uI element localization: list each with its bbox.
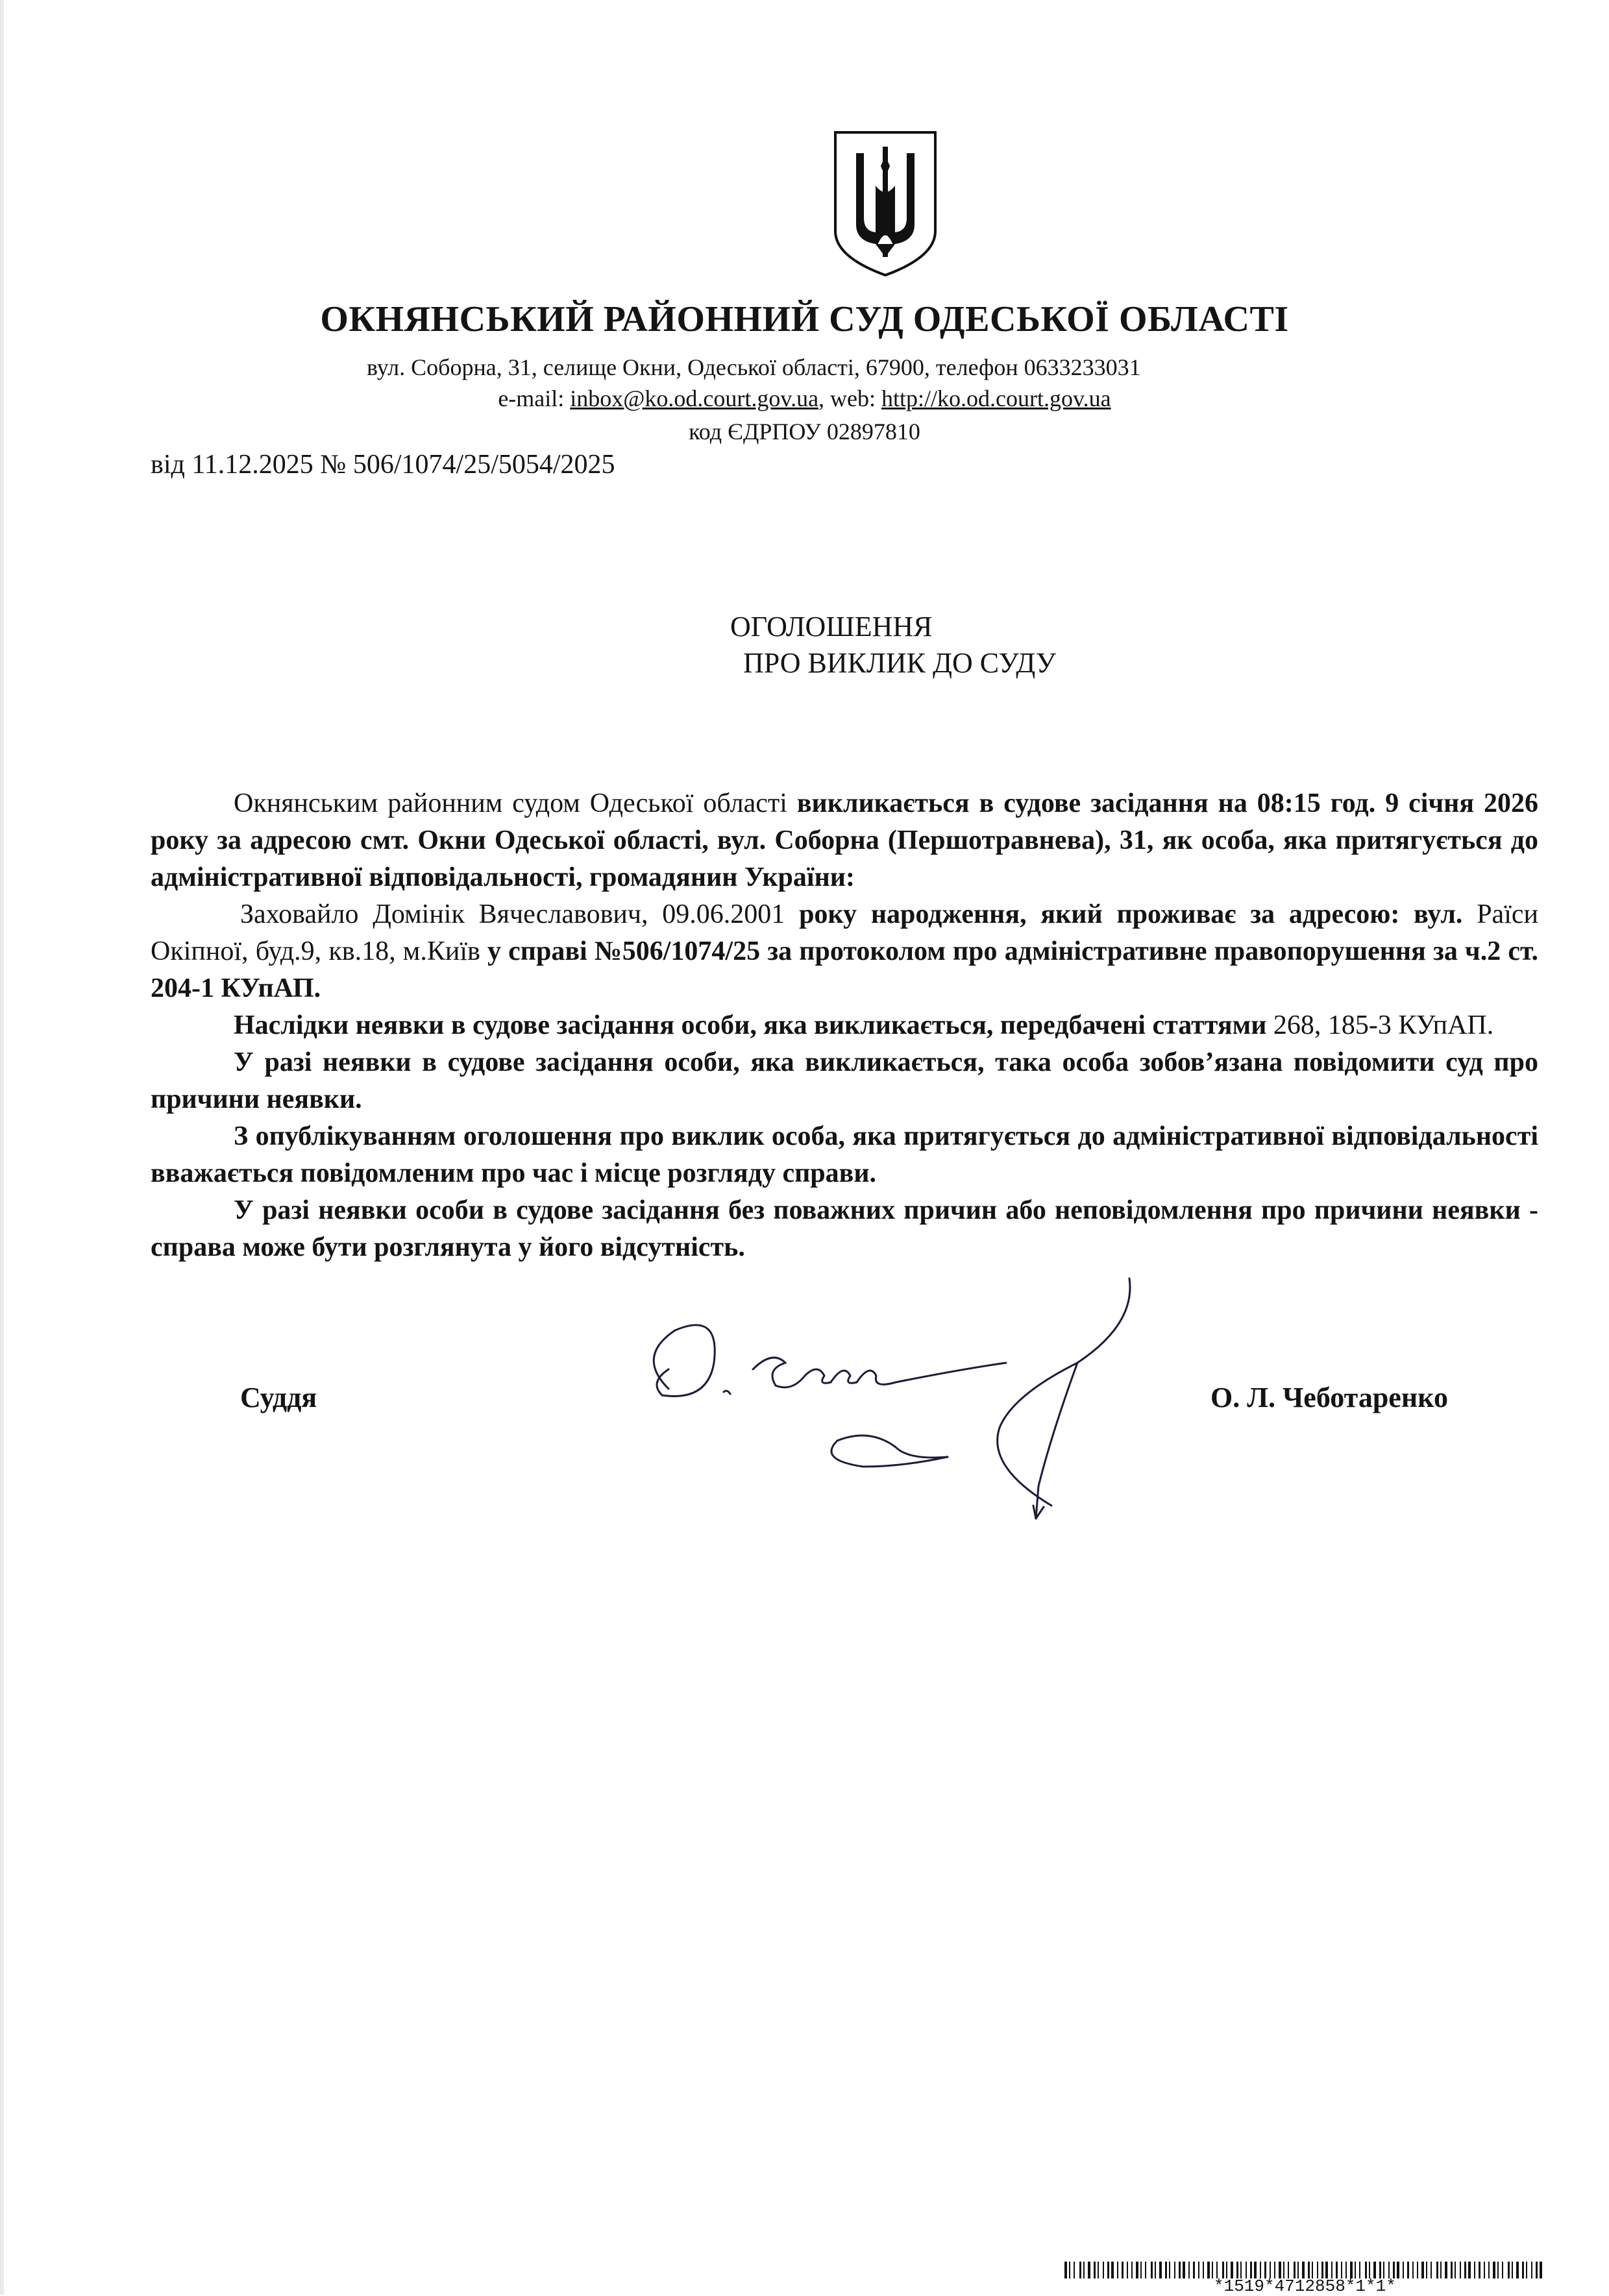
barcode-bar xyxy=(1502,2262,1503,2278)
barcode-bar xyxy=(1151,2262,1153,2278)
paragraph-notify: У разі неявки в судове засідання особи, яка викликається, така особа зобов’язана повідомити суд про причини неявки. xyxy=(151,1047,1538,1114)
barcode-bar xyxy=(1397,2262,1399,2278)
signature-role: Суддя xyxy=(240,1382,317,1413)
barcode-bar xyxy=(1421,2262,1424,2278)
barcode-bar xyxy=(1183,2262,1185,2278)
edrpou-code: код ЄДРПОУ 02897810 xyxy=(689,419,920,445)
paragraph-summons: Окнянським районним судом Одеської області викликається в судове засідання на 08:15 год. 9 січня 2026 року за адресою смт. Окни Одеської області, вул. Соборна (Першотравнева), 31, як особа, яка притягується до адміністративної відповідальності, громадянин України: xyxy=(151,788,1539,892)
barcode-bar xyxy=(1159,2262,1162,2278)
barcode-bar xyxy=(1403,2262,1404,2278)
barcode-bar xyxy=(1440,2262,1442,2278)
barcode-bar xyxy=(1212,2262,1213,2278)
barcode-bar xyxy=(1508,2262,1510,2278)
barcode-bar xyxy=(1455,2262,1456,2278)
barcode-bar xyxy=(1426,2262,1427,2278)
barcode-bar xyxy=(1193,2262,1195,2278)
barcode-bar xyxy=(1079,2262,1081,2278)
paragraph-person: Заховайло Домінік Вячеславович, 09.06.2001 року народження, який проживає за адресою: вул. Раїси Окіпної, буд.9, кв.18, м.Київ у справі №506/1074/25 за протоколом про адміністративне правопорушення за ч.2 ст. 204-1 КУпАП. xyxy=(151,899,1539,1003)
barcode-bar xyxy=(1474,2262,1475,2278)
barcode-bar xyxy=(1451,2262,1453,2278)
web-label: , web: xyxy=(818,385,882,411)
barcode-bar xyxy=(1484,2262,1485,2278)
handwritten-signature xyxy=(623,1272,1155,1551)
barcode-bar xyxy=(1094,2262,1096,2278)
barcode-bar xyxy=(1536,2262,1538,2278)
announcement-subtitle: ПРО ВИКЛИК ДО СУДУ xyxy=(743,647,1056,679)
barcode-bar xyxy=(1479,2262,1480,2278)
scan-edge xyxy=(0,0,4,2295)
court-address: вул. Соборна, 31, селище Окни, Одеської області, 67900, телефон 0633233031 xyxy=(367,354,1141,380)
barcode-bar xyxy=(1531,2262,1532,2278)
barcode-bar xyxy=(1064,2262,1067,2278)
signature-name: О. Л. Чеботаренко xyxy=(1210,1382,1448,1413)
barcode-bar xyxy=(1169,2262,1170,2278)
barcode-bar xyxy=(1468,2262,1471,2278)
barcode-bar xyxy=(1074,2262,1075,2278)
barcode-bar xyxy=(1111,2262,1114,2278)
barcode-bar xyxy=(1488,2262,1490,2278)
barcode-bar xyxy=(1098,2262,1099,2278)
barcode-bar xyxy=(1407,2262,1409,2278)
barcode-bar xyxy=(1493,2262,1495,2278)
barcode-bar xyxy=(1088,2262,1090,2278)
barcode-bar xyxy=(1188,2262,1190,2278)
barcode-bar xyxy=(1540,2262,1542,2278)
barcode-bar xyxy=(1436,2262,1438,2278)
trident-emblem-icon xyxy=(830,127,940,280)
web-link[interactable]: http://ko.od.court.gov.ua xyxy=(881,385,1111,411)
barcode-bar xyxy=(1127,2262,1128,2278)
paragraph-publication: З опублікуванням оголошення про виклик особа, яка притягується до адміністративної відповідальності вважається повідомленим про час і місце розгляду справи. xyxy=(151,1121,1538,1188)
barcode-bar xyxy=(1145,2262,1146,2278)
barcode-bar xyxy=(1526,2262,1527,2278)
barcode-bar xyxy=(1412,2262,1414,2278)
barcode-bar xyxy=(1103,2262,1104,2278)
barcode-bar xyxy=(1203,2262,1204,2278)
barcode-bar xyxy=(1131,2262,1133,2278)
barcode-bar xyxy=(1083,2262,1085,2278)
barcode-bar xyxy=(1497,2262,1499,2278)
barcode-bar xyxy=(1165,2262,1167,2278)
document-reference: від 11.12.2025 № 506/1074/25/5054/2025 xyxy=(151,450,615,480)
barcode-bar xyxy=(1464,2262,1466,2278)
barcode-bar xyxy=(1136,2262,1138,2278)
paragraph-consequences: Наслідки неявки в судове засідання особи, яка викликається, передбачені статтями 268, 185-3 КУпАП. xyxy=(234,1010,1494,1040)
paragraph-absence: У разі неявки особи в судове засідання без поважних причин або неповідомлення про причини неявки - справа може бути розглянута у його відсутність. xyxy=(151,1195,1538,1262)
email-link[interactable]: inbox@ko.od.court.gov.ua xyxy=(570,385,819,411)
court-name: ОКНЯНСЬКИЙ РАЙОННИЙ СУД ОДЕСЬКОЇ ОБЛАСТІ xyxy=(320,299,1289,339)
barcode-bar xyxy=(1431,2262,1432,2278)
court-contacts xyxy=(0,385,1609,412)
email-label: e-mail: xyxy=(498,385,571,411)
barcode-bar xyxy=(1122,2262,1124,2278)
barcode-bar xyxy=(1516,2262,1519,2278)
barcode-bar xyxy=(1174,2262,1175,2278)
barcode-bar xyxy=(1207,2262,1210,2278)
barcode-bar xyxy=(1117,2262,1118,2278)
barcode-number: *1519*4712858*1*1* xyxy=(1214,2277,1396,2296)
barcode-bar xyxy=(1445,2262,1447,2278)
barcode-bar xyxy=(1069,2262,1070,2278)
barcode-bar xyxy=(1512,2262,1513,2278)
barcode-bar xyxy=(1107,2262,1109,2278)
barcode-bar xyxy=(1198,2262,1199,2278)
announcement-title: ОГОЛОШЕННЯ xyxy=(730,611,933,642)
barcode-bar xyxy=(1155,2262,1156,2278)
barcode-bar xyxy=(1522,2262,1524,2278)
barcode-bar xyxy=(1179,2262,1181,2278)
barcode-bar xyxy=(1140,2262,1142,2278)
barcode-bar xyxy=(1460,2262,1461,2278)
barcode-bar xyxy=(1417,2262,1418,2278)
announcement-body xyxy=(151,785,1538,1266)
